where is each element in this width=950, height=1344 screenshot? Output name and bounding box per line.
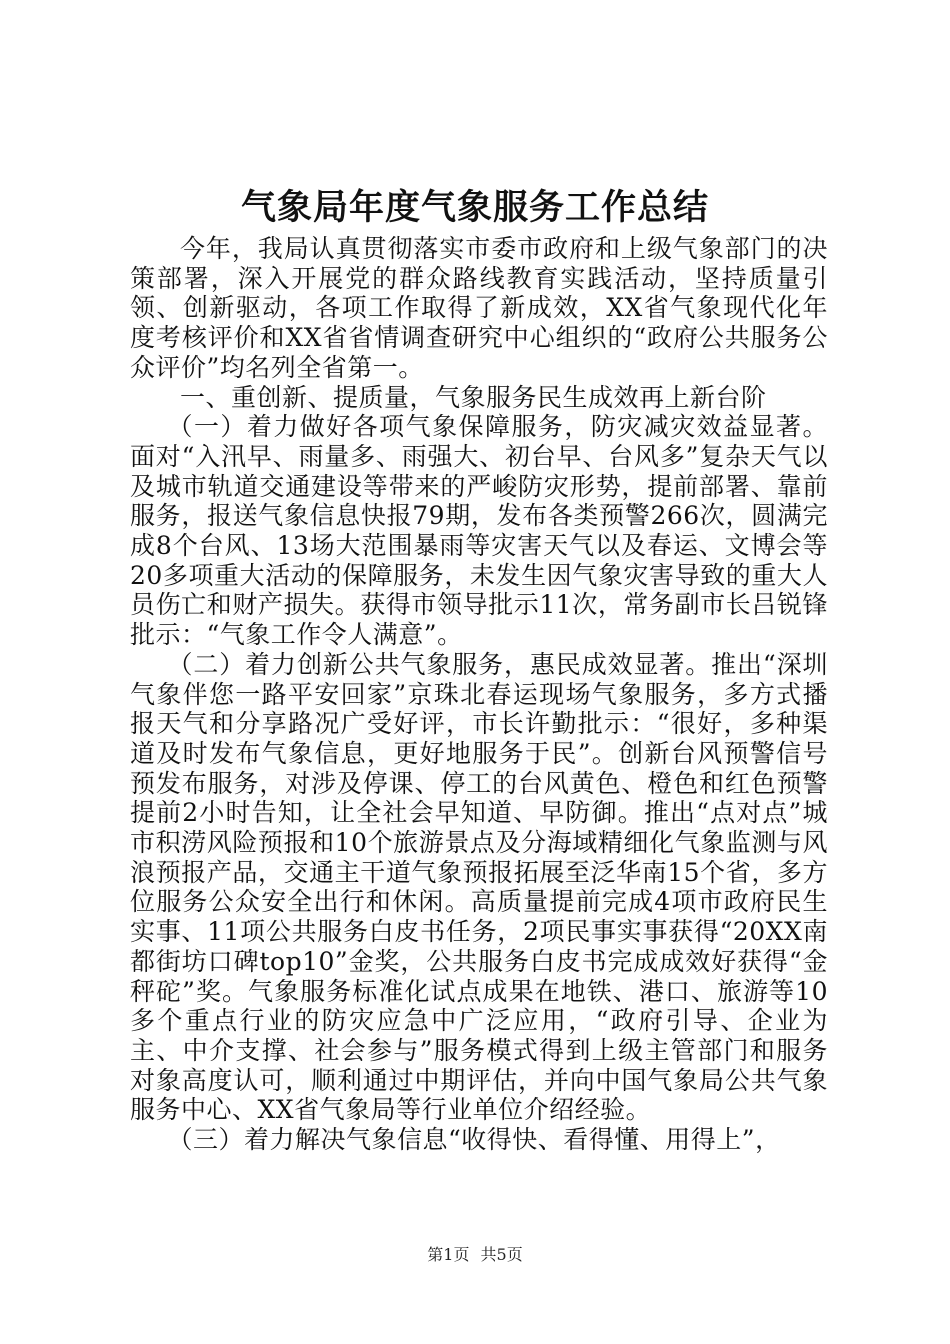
- page-footer: [0, 1244, 950, 1266]
- intro-paragraph: 今年，我局认真贯彻落实市委市政府和上级气象部门的决策部署，深入开展党的群众路线教育实践活动，坚持质量引领、创新驱动，各项工作取得了新成效，XX省气象现代化年度考核评价和XX省省情调查研究中心组织的“政府公共服务公众评价”均名列全省第一。: [130, 234, 828, 382]
- subsection-paragraph-2: （二）着力创新公共气象服务，惠民成效显著。推出“深圳气象伴您一路平安回家”京珠北春运现场气象服务，多方式播报天气和分享路况广受好评，市长许勤批示：“很好，多种渠道及时发布气象信息，更好地服务于民”。创新台风预警信号预发布服务，对涉及停课、停工的台风黄色、橙色和红色预警提前2小时告知，让全社会早知道、早防御。推出“点对点”城市积涝风险预报和10个旅游景点及分海域精细化气象监测与风浪预报产品，交通主干道气象预报拓展至泛华南15个省，多方位服务公众安全出行和休闲。高质量提前完成4项市政府民生实事、11项公共服务白皮书任务，2项民事实事获得“20XX南都街坊口碑top10”金奖，公共服务白皮书完成成效好获得“金秤砣”奖。气象服务标准化试点成果在地铁、港口、旅游等10多个重点行业的防灾应急中广泛应用，“政府引导、企业为主、中介支撑、社会参与”服务模式得到上级主管部门和服务对象高度认可，顺利通过中期评估，并向中国气象局公共气象服务中心、XX省气象局等行业单位介绍经验。: [130, 649, 828, 1125]
- subsection-paragraph-1: （一）着力做好各项气象保障服务，防灾减灾效益显著。面对“入汛早、雨量多、雨强大、初台早、台风多”复杂天气以及城市轨道交通建设等带来的严峻防灾形势，提前部署、靠前服务，报送气象信息快报79期，发布各类预警266次，圆满完成8个台风、13场大范围暴雨等灾害天气以及春运、文博会等20多项重大活动的保障服务，未发生因气象灾害导致的重大人员伤亡和财产损失。获得市领导批示11次，常务副市长吕锐锋批示：“气象工作令人满意”。: [130, 412, 828, 650]
- document-title: 气象局年度气象服务工作总结: [240, 187, 709, 228]
- page-total: 共5页: [480, 1245, 523, 1264]
- subsection-paragraph-3: （三）着力解决气象信息“收得快、看得懂、用得上”，: [167, 1125, 781, 1155]
- page-number: 第1页: [427, 1245, 470, 1264]
- section-heading: 一、重创新、提质量，气象服务民生成效再上新台阶: [180, 382, 767, 412]
- document-body: [130, 234, 828, 1155]
